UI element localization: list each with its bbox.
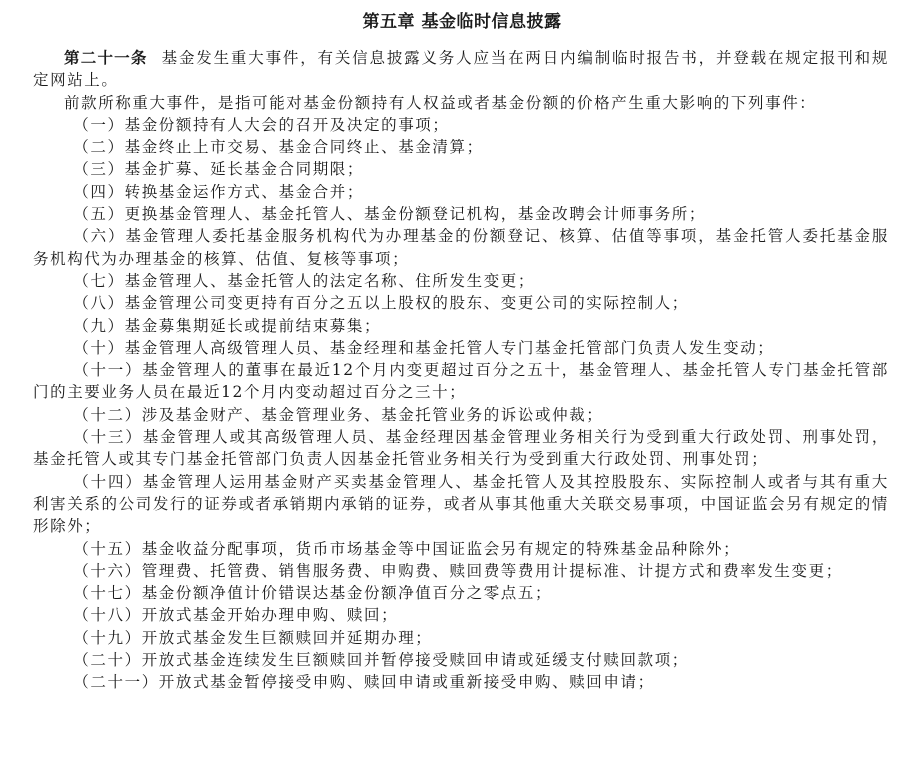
list-item: （十三）基金管理人或其高级管理人员、基金经理因基金管理业务相关行为受到重大行政处罚、刑事处罚，基金托管人或其专门基金托管部门负责人因基金托管业务相关行为受到重大行政处罚、刑事处罚； xyxy=(33,428,889,469)
list-item: （十一）基金管理人的董事在最近12个月内变更超过百分之五十，基金管理人、基金托管人专门基金托管部门的主要业务人员在最近12个月内变动超过百分之三十； xyxy=(33,361,889,402)
list-item: （二）基金终止上市交易、基金合同终止、基金清算； xyxy=(73,138,484,157)
list-item: （十九）开放式基金发生巨额赎回并延期办理； xyxy=(73,628,433,647)
list-item: （十）基金管理人高级管理人员、基金经理和基金托管人专门基金托管部门负责人发生变动； xyxy=(73,338,775,357)
article-text: 基金发生重大事件，有关信息披露义务人应当在两日内编制临时报告书，并登载在规定报刊和规定网站上。 xyxy=(33,49,889,90)
list-item: （二十一）开放式基金暂停接受申购、赎回申请或重新接受申购、赎回申请； xyxy=(73,673,655,692)
list-item: （九）基金募集期延长或提前结束募集； xyxy=(73,316,382,335)
list-item: （十八）开放式基金开始办理申购、赎回； xyxy=(73,606,399,625)
list-item: （一）基金份额持有人大会的召开及决定的事项； xyxy=(73,115,450,134)
list-item: （十四）基金管理人运用基金财产买卖基金管理人、基金托管人及其控股股东、实际控制人或者与其有重大利害关系的公司发行的证券或者承销期内承销的证券，或者从事其他重大关联交易事项，中国证监会另有规定的情形除外； xyxy=(33,472,889,536)
list-item: （六）基金管理人委托基金服务机构代为办理基金的份额登记、核算、估值等事项，基金托管人委托基金服务机构代为办理基金的核算、估值、复核等事项； xyxy=(33,227,889,268)
list-item: （十二）涉及基金财产、基金管理业务、基金托管业务的诉讼或仲裁； xyxy=(73,405,604,424)
article-number: 第二十一条 xyxy=(64,49,148,67)
list-item: （四）转换基金运作方式、基金合并； xyxy=(73,182,364,201)
chapter-title: 第五章 基金临时信息披露 xyxy=(362,12,562,32)
list-item: （五）更换基金管理人、基金托管人、基金份额登记机构，基金改聘会计师事务所； xyxy=(73,205,706,224)
list-item: （十七）基金份额净值计价错误达基金份额净值百分之零点五； xyxy=(73,584,553,603)
document-body xyxy=(33,47,889,694)
list-item: （七）基金管理人、基金托管人的法定名称、住所发生变更； xyxy=(73,271,535,290)
list-item: （八）基金管理公司变更持有百分之五以上股权的股东、变更公司的实际控制人； xyxy=(73,294,689,313)
list-item: （三）基金扩募、延长基金合同期限； xyxy=(73,160,364,179)
article-paragraph xyxy=(33,47,889,92)
list-item: （十五）基金收益分配事项，货币市场基金等中国证监会另有规定的特殊基金品种除外； xyxy=(73,539,741,558)
list-item: （二十）开放式基金连续发生巨额赎回并暂停接受赎回申请或延缓支付赎回款项； xyxy=(73,651,689,670)
intro-paragraph: 前款所称重大事件，是指可能对基金份额持有人权益或者基金份额的价格产生重大影响的下列事件： xyxy=(64,93,817,112)
list-item: （十六）管理费、托管费、销售服务费、申购费、赎回费等费用计提标准、计提方式和费率发生变更； xyxy=(73,561,843,580)
